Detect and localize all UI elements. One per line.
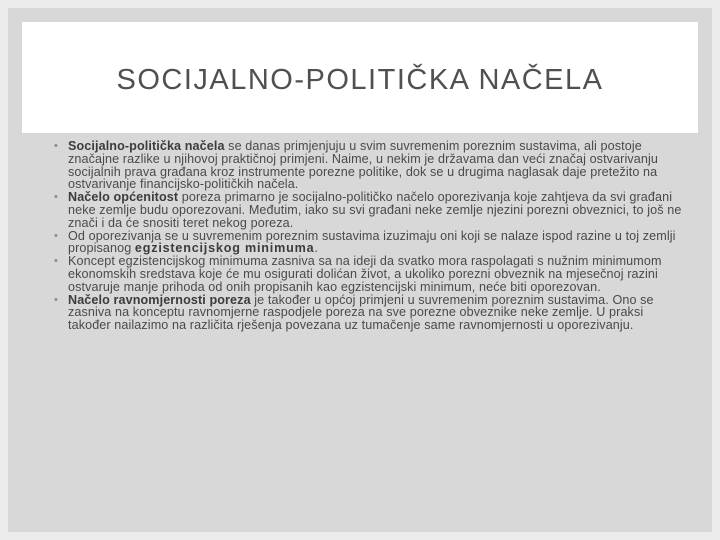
slide [8,8,712,532]
bold-term: egzistencijskog minimuma [134,241,315,256]
item-text: . [314,241,318,256]
bold-term: Načelo ravnomjernosti poreza [68,292,251,307]
bullet-icon: • [54,140,58,152]
list-item [53,294,685,332]
bold-term: Socijalno-politička načela [68,139,225,153]
item-text: je također u općoj primjeni u suvremenim poreznim sustavima. Ono se zasniva na konceptu ravnomjerne raspodjele poreza na sve porezne obveznike neke zemlje. U praksi također nailazimo na različita rješenja povezana uz tumačenje same ravnomjernosti u oporezivanju. [68,292,654,333]
item-text: se danas primjenjuju u svim suvremenim poreznim sustavima, ali postoje značajne razlike u njihovoj praktičnoj primjeni. Naime, u nekim je državama dan veći značaj ostvarivanju socijalnih prava građana kroz instrumente porezne politike, dok se u drugima naglasak daje pretežito na ostvarivanje financijsko-političkih načela. [68,139,658,192]
bullet-icon: • [54,191,58,204]
bullet-icon: • [54,229,58,242]
list-item [53,140,685,191]
slide-title: SOCIJALNO-POLITIČKA NAČELA [116,64,604,96]
bullet-icon: • [54,255,58,268]
item-text: Od oporezivanja se u suvremenim poreznim sustavima izuzimaju oni koji se nalaze ispod razine u toj zemlji propisanog [68,228,676,256]
title-box [22,22,698,133]
list-item [53,191,685,229]
list-item [53,255,685,293]
bullet-icon: • [54,293,58,306]
bullet-list [53,140,685,332]
bold-term: Načelo općenitost [68,190,179,205]
list-item [53,230,685,256]
item-text: Koncept egzistencijskog minimuma zasniva sa na ideji da svatko mora raspolagati s nužnim minimumom ekonomskih sredstava koje će mu osigurati dolićan život, a ukoliko porezni obveznik na mjesečnoj razini ostvaruje manje prihoda od onih propisanih kao egzistencijski minimum, neće biti oporezovan. [68,254,662,294]
item-text: poreza primarno je socijalno-političko načelo oporezivanja koje zahtjeva da svi građani neke zemlje budu oporezovani. Međutim, iako su svi građani neke zemlje njezini porezni obveznici, to još ne znači i da će snositi teret nekog poreza. [68,190,682,230]
